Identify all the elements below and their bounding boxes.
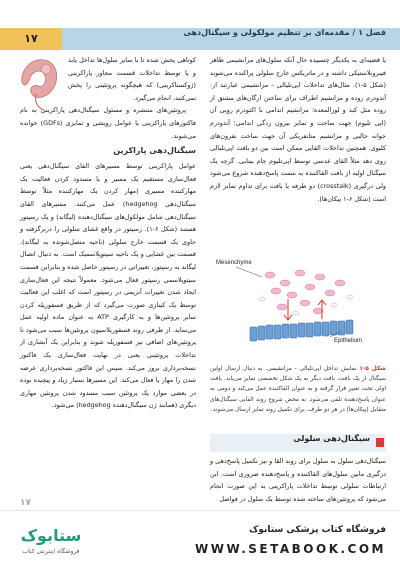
figure-label-epithelium: Epithelium [334,338,363,344]
cell-signaling-text-block [210,455,386,505]
page-footer [0,510,400,565]
figure-label-mesenchyme: Mesenchyme [216,260,252,266]
shop-url-link[interactable]: WWW.SETABOOK.COM [194,542,386,556]
svg-text:ستابوک: ستابوک [20,526,82,545]
section-heading: سیگنال‌دهی سلولی [293,434,370,443]
setabook-logo[interactable] [8,519,94,559]
page-header [0,28,400,50]
faded-page-number: ۱۷ [20,498,31,508]
right-column [210,54,386,205]
paracrine-heading: سیگنال‌دهی پاراکرین [113,146,196,156]
caption-label: شکل ۵-۱ [359,366,387,372]
page-number: ۱۷ [0,28,62,50]
caption-text: نمایش تداخل اپی‌تلیالی - مزانشیمی. به دنبال ارسال اولین سیگنال از یک بافت، بافت دیگر به یک شکل تخصصی تمایز می‌یابد. بافت اولی تحت تغییر قرار گرفته و به عنوان القاکننده عمل می‌کند و دومی به عنوان پاسخ‌دهنده تلقی می‌شود. به محض شروع روند القایی سیگنال‌های متقابل (پیکان‌ها) در هر دو طرف، برای تکمیل روند تمایز ارسال می‌شوند. [210,366,386,413]
paracrine-text: عوامل پاراکرینی توسط مسیرهای القای سیگنال‌دهی یعنی فعال‌سازی مستقیم یک مسیر و یا مسدود کردن فعالیت یک مهارکننده مسیری (مهار کردن یک مهارکننده مثلاً توسط سیگنال‌دهی hedgehog) عمل می‌کنند. مسیرهای القای سیگنال‌دهی شامل مولکول‌های سیگنال‌دهنده (لیگاند) و یک رسپتور هستند (شکل ۶-۱). رسپتور در واقع غشای سلولی را دربرگرفته و حاوی یک قسمت خارج سلولی (ناحیه متصل‌شونده به لیگاند)، قسمت بین غشایی و یک ناحیه سیتوپلاسمیک است. به دنبال اتصال لیگاند به رسپتور، تغییراتی در رسپتور حاصل شده و بنابراین قسمت سیتوپلاسمی رسپتور فعال می‌شود. معمولاً نتیجه این فعال‌سازی ایجاد شدن تغییرات آنزیمی در رسپتور است که اغلب این فعالیت توسط یک کینازی صورت می‌گیرد که از طریق فسفوریله کردن سایر پروتئین‌ها و به کارگیری ATP به عنوان ماده اولیه عمل می‌نماید. از طرفی روند فسفوریلاسیون پروتئین‌ها سبب می‌شود تا پروتئین‌های اضافی نیز فسفوریله شوند و بنابراین یک آبشاری از تداخلات پروتئینی یعنی در نهایت فعال‌سازی یک فاکتور نسخه‌برداری بروز می‌کند. سپس این فاکتور نسخه‌برداری عرضه شدن را مهار یا فعال می‌کند. این مسیرها بسیار زیاد و پیچیده بوده در بعضی موارد یک پروتئین سبب مسدود شدن پروتئین مهاری دیگری (همانند ژن سیگنال‌دهنده hedgehog) می‌شود. [20,162,197,410]
cell-signaling-text: سیگنال‌دهی سلول به سلول برای روند القا و نیز تکمیل پاسخ‌دهی و درگیری مابین سلول‌های القاکننده و پاسخ‌دهنده ضروری است. این ارتباطات سلولی توسط تداخلات پاراکرینی به این صورت انجام می‌شود که پروتئین‌های ساخته شده توسط یک سلول در فواصل [210,457,386,503]
section-marker-icon [376,438,384,447]
figure-epithelial-mesenchymal [210,255,386,360]
left-second-paragraph: پروتئین‌های منتشره و مسئول سیگنال‌دهی پاراکرینی به نام فاکتورهای پاراکرینی یا عوامل رویشی و تمایزی (GDFs) خوانده می‌شوند. [20,106,196,140]
left-column [20,54,196,412]
shop-title: فروشگاه کتاب پزشکی ستابوک [249,525,386,535]
right-paragraph: یا قضیه‌ای به یکدیگر چسبیده حال آنکه سلول‌های مزانشیمی ظاهر فیبروبلاستیکی داشته و در ماتریکس خارج سلولی پراکنده می‌شوند (شکل ۵-۱). مثال‌های تداخلات اپی‌تلیالی - مزانشیمی عبارتند از: آندودرم روده و مزانشیم اطراف برای ساختن ارگان‌های مشتق از روده مثل کبد و لوزالمعده؛ مزانشیم اندامی با اکتودرم رویی آن (اپی تلیوم) جهت ساخت و تمایز بیرون زدگی اندامی؛ آندودرم جوانه حالبی و مزانشیم متانفریکی آن جهت ساخت نفرون‌های کلیوی. همچنین تداخلات القایی ممکن است بین دو بافت اپی‌تلیالی روی دهد مثلاً القای عدسی توسط اپی‌تلیوم جام بینایی. گرچه یک سیگنال اولیه از بافت القاکننده به سمت پاسخ‌دهنده شروع می‌شود ولی درگیری (crosstalk) دو طرفه یا بافت برای تداوم تمایز لازم است (شکل ۶-۱ پیکان‌ها). [210,56,386,203]
section-heading-band [210,434,386,452]
chapter-title: فصل ۱ / مقدمه‌ای بر تنظیم مولکولی و سیگنال‌دهی [183,28,386,37]
left-top-paragraph: کوتاهی پخش شده تا با سایر سلول‌ها تداخل یابد و یا توسط تداخلات قسمت مجاور پاراکرینی (ژوکستاکرینی) که هیچگونه پروتئینی را پخش نمی‌کنند، انجام می‌گیرد. [68,56,196,102]
figure-caption [210,364,386,415]
svg-text:فروشگاه اینترنتی کتاب: فروشگاه اینترنتی کتاب [22,548,80,555]
